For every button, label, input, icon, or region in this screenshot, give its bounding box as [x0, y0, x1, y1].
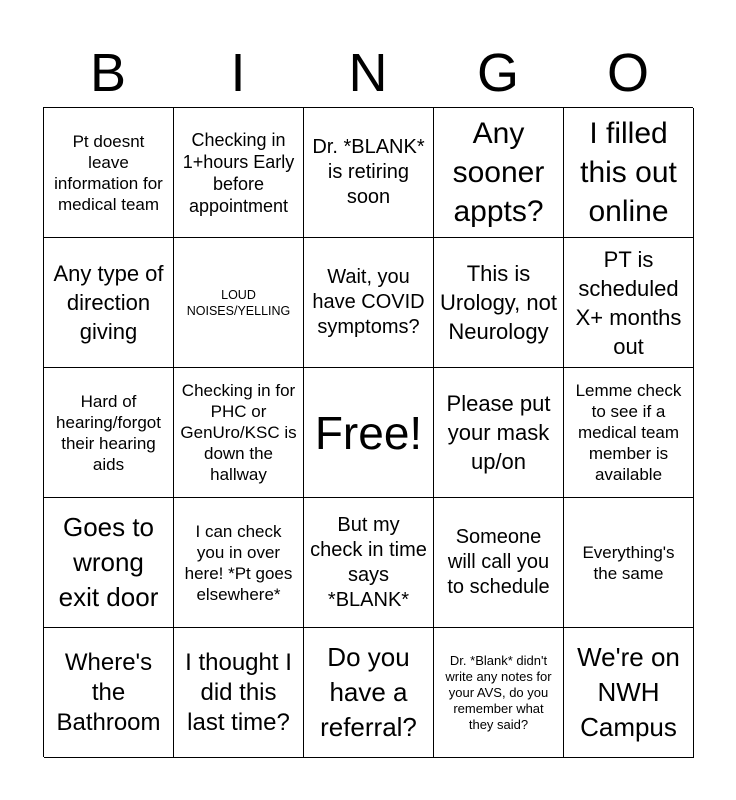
bingo-cell-text: PT is scheduled X+ months out	[575, 246, 682, 359]
bingo-header	[43, 40, 693, 106]
bingo-cell-text: Any type of direction giving	[53, 261, 164, 344]
bingo-cell[interactable]	[434, 498, 564, 628]
bingo-cell-text: Lemme check to see if a medical team member is available	[575, 381, 682, 484]
bingo-cell[interactable]	[44, 498, 174, 628]
bingo-cell[interactable]	[44, 368, 174, 498]
bingo-cell[interactable]	[564, 368, 694, 498]
bingo-cell-text: I thought I did this last time?	[185, 648, 292, 736]
bingo-cell-text: We're on NWH Campus	[577, 642, 680, 742]
bingo-cell[interactable]	[304, 628, 434, 758]
bingo-cell[interactable]	[174, 368, 304, 498]
bingo-cell[interactable]	[434, 108, 564, 238]
bingo-cell-text: Checking in 1+hours Early before appointment	[182, 129, 295, 216]
header-letter-b: B	[89, 43, 127, 103]
header-letter-g: G	[476, 43, 519, 103]
header-letter-n: N	[348, 43, 388, 103]
bingo-cell[interactable]	[564, 498, 694, 628]
bingo-cell-text: Dr. *Blank* didn't write any notes for your AVS, do you remember what they said?	[445, 652, 552, 732]
bingo-cell-text: Pt doesnt leave information for medical team	[54, 131, 163, 214]
bingo-cell-text: Any sooner appts?	[452, 117, 545, 228]
bingo-cell[interactable]	[564, 238, 694, 368]
bingo-cell-text: But my check in time says *BLANK*	[310, 513, 427, 611]
bingo-cell-text: Wait, you have COVID symptoms?	[312, 266, 425, 338]
bingo-cell-text: Please put your mask up/on	[446, 391, 551, 474]
header-letter-o: O	[606, 43, 649, 103]
bingo-cell[interactable]	[304, 238, 434, 368]
bingo-cell[interactable]	[174, 238, 304, 368]
bingo-cell[interactable]	[174, 108, 304, 238]
header-letter-i: I	[230, 43, 246, 103]
bingo-free-cell[interactable]	[304, 368, 434, 498]
bingo-cell[interactable]	[434, 368, 564, 498]
bingo-cell[interactable]	[564, 108, 694, 238]
bingo-cell[interactable]	[564, 628, 694, 758]
bingo-cell[interactable]	[304, 498, 434, 628]
bingo-cell-text: Someone will call you to schedule	[447, 526, 550, 598]
bingo-cell[interactable]	[434, 238, 564, 368]
bingo-cell-text: I can check you in over here! *Pt goes elsewhere*	[184, 521, 293, 604]
bingo-cell[interactable]	[44, 628, 174, 758]
bingo-cell-text: Free!	[314, 406, 423, 459]
bingo-cell-text: Dr. *BLANK* is retiring soon	[312, 136, 425, 208]
bingo-cell-text: Where's the Bathroom	[56, 648, 161, 736]
bingo-cell-text: Goes to wrong exit door	[58, 512, 159, 612]
bingo-cell-text: Checking in for PHC or GenUro/KSC is down the hallway	[180, 381, 297, 484]
bingo-cell-text: LOUD NOISES/YELLING	[186, 287, 291, 318]
bingo-cell[interactable]	[174, 498, 304, 628]
bingo-cell[interactable]	[44, 238, 174, 368]
bingo-cell-text: This is Urology, not Neurology	[440, 261, 557, 344]
bingo-cell-text: Do you have a referral?	[320, 642, 417, 742]
bingo-cell[interactable]	[174, 628, 304, 758]
bingo-cell[interactable]	[434, 628, 564, 758]
bingo-cell-text: Hard of hearing/forgot their hearing aids	[56, 391, 161, 474]
bingo-cell[interactable]	[44, 108, 174, 238]
bingo-cell-text: I filled this out online	[580, 117, 677, 228]
bingo-board	[43, 107, 693, 757]
bingo-cell-text: Everything's the same	[582, 542, 675, 583]
bingo-cell[interactable]	[304, 108, 434, 238]
